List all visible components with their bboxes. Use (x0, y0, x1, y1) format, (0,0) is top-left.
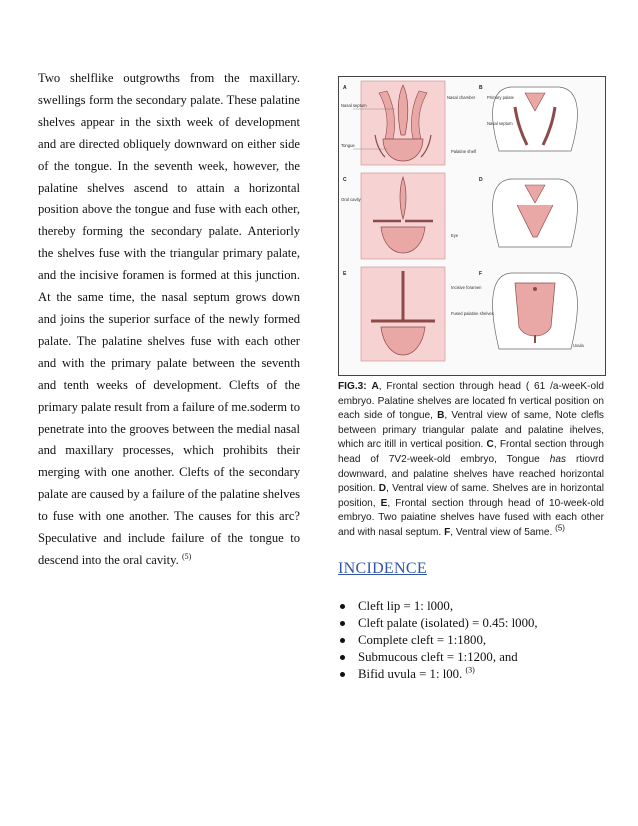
incidence-reference: (3) (465, 665, 475, 675)
label-palatine-shelf: Palatine shelf (451, 149, 477, 154)
list-item (338, 632, 538, 649)
panel-c (341, 173, 445, 259)
caption-part-6: , Frontal section through head of 10-week-old embryo. Two paiatine shelves have fused with each other and with nasal septum. (338, 497, 604, 538)
embryology-figure (338, 76, 606, 376)
list-item (338, 666, 538, 683)
caption-part-1: , Frontal section through head ( 61 /a-weeK-old embryo. Palatine shelves are located fn vertical position on each side of tongue, (338, 381, 604, 422)
caption-part-4: rtiovrd downward, and palatine shelves have reached horizontal position. (338, 453, 604, 495)
caption-italic-has: has (549, 453, 566, 465)
panel-e-label: E (343, 271, 347, 277)
body-paragraph (38, 68, 300, 572)
list-item (338, 598, 538, 615)
panel-f-label: F (479, 271, 483, 277)
caption-f-label: F (444, 526, 451, 538)
palate-development-illustration (339, 77, 605, 375)
label-nasal-septum: Nasal septum (341, 103, 367, 108)
caption-d-label: D (378, 483, 387, 495)
incidence-bifid-uvula: Bifid uvula = 1: l00. (358, 667, 463, 681)
label-uvula: Uvula (573, 343, 584, 348)
caption-part-2: , Ventral view of same, Note clefls between primary triangular palate and palatine ihelves, which arc itill in vertical position. (338, 410, 604, 451)
caption-part-3: , Frontal section through head of 7V2-week-old embryo, Tongue (338, 439, 604, 465)
panel-d (451, 177, 577, 247)
incidence-submucous-cleft: Submucous cleft = 1:1200, and (358, 650, 518, 664)
panel-a-label: A (343, 85, 347, 91)
caption-reference: (5) (555, 523, 565, 533)
body-text: Two shelflike outgrowths from the maxillary. swellings form the secondary palate. These palatine shelves appear in the sixth week of development and are directed obliquely downward on either side of the tongue. In the seventh week, however, the palatine shelves ascend to attain a horizontal position above the tongue and fuse with each other, thereby forming the secondary palate. Anteriorly the shelves fuse with the triangular primary palate, and the incisive foramen is formed at this junction. At the same time, the nasal septum grows down and joins the superior surface of the newly formed palate. The palatine shelves fuse with each other and with the primary palate between the seventh and tenth weeks of development. Clefts of the primary palate result from a failure of me.soderm to penetrate into the grooves between the medial nasal and maxillary processes, which prohibits their merging with one another. Clefts of the secondary palate are caused by a failure of the palatine shelves to fuse with one another. The causes for this arc? Speculative and include failure of the tongue to descend into the oral cavity. (38, 71, 300, 567)
incidence-list (338, 598, 538, 683)
figure-caption (338, 380, 604, 541)
label-nasal-septum-b: Nasal septum (487, 121, 513, 126)
panel-f-incisive-foramen (533, 287, 537, 291)
incidence-cleft-lip: Cleft lip = 1: l000, (358, 599, 454, 613)
panel-f (451, 271, 584, 349)
incidence-heading: INCIDENCE (338, 560, 427, 577)
caption-c-label: C (486, 439, 494, 451)
list-item (338, 649, 538, 666)
label-oral-cavity: Oral cavity (341, 197, 361, 202)
caption-fig-label: FIG.3: (338, 381, 367, 392)
caption-part-5: , Ventral view of same. Shelves are in horizontal position, (338, 483, 604, 509)
incidence-complete-cleft: Complete cleft = 1:1800, (358, 633, 487, 647)
caption-a-label: A (371, 381, 379, 392)
caption-b-label: B (437, 410, 445, 422)
panel-b-label: B (479, 85, 483, 91)
incidence-cleft-palate: Cleft palate (isolated) = 0.45: l000, (358, 616, 538, 630)
panel-d-label: D (479, 177, 483, 183)
label-eye: Eye (451, 233, 459, 238)
label-tongue: Tongue (341, 143, 355, 148)
label-incisive-foramen: Incisive foramen (451, 285, 482, 290)
body-reference: (5) (181, 551, 192, 561)
list-item (338, 615, 538, 632)
label-primary-palate: Primary palate (487, 95, 514, 100)
caption-part-7: , Ventral view of 5ame. (450, 526, 553, 538)
label-fused-palatine-shelves: Fused palatine shelves (451, 311, 494, 316)
panel-e (343, 267, 445, 361)
label-nasal-chamber: Nasal chamber (447, 95, 476, 100)
panel-c-label: C (343, 177, 347, 183)
caption-e-label: E (380, 497, 388, 509)
